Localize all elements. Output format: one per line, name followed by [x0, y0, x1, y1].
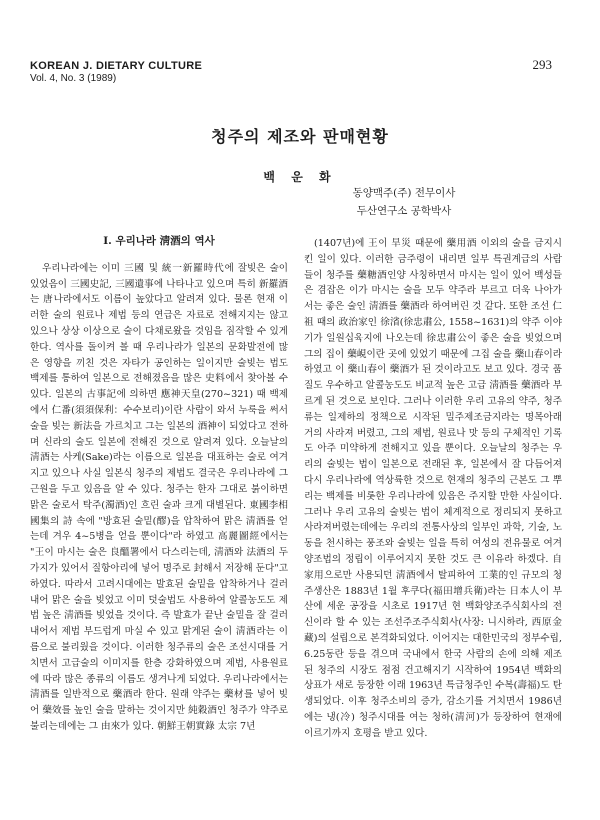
right-column [304, 236, 562, 742]
journal-header [30, 60, 202, 84]
affiliation-line: 두산연구소 공학박사 [356, 205, 452, 217]
journal-title: KOREAN J. DIETARY CULTURE [30, 60, 203, 72]
left-column [30, 234, 288, 735]
author-name: 백 운 화 [263, 170, 337, 184]
affiliation-line: 동양맥주(주) 전무이사 [352, 187, 456, 199]
body-paragraph: 우리나라에는 이미 三國 및 統一新羅時代에 잘빚은 술이 있었음이 三國史記, 三國遺事에 나타나고 있으며 특히 新羅酒는 唐나라에서도 이름이 높았다고 알려져 있다. 물론 현재 이러한 술의 원료나 제법 등의 연급은 자료로 전해지지는 않고 있으나 상상 이상으로 술이 다채로왔을 것임을 짐작할 수 있게 한다. 역사를 돌이켜 볼 때 우리나라가 일본의 문화발전에 많은 영향을 끼친 것은 자타가 공인하는 일이지만 술빚는 법도 백제를 통하여 일본으로 전해졌음을 많은 史料에서 찾아볼 수 있다. 일본의 古事記에 의하면 應神天皇(270~321) 때 백제에서 仁番(須須保利：수수보리)이란 사람이 와서 누룩을 써서 술을 빚는 新法을 가르치고 그는 일본의 酒神이 되었다고 전하며 신라의 술도 일본에 전해진 것으로 알려져 있다. 오늘날의 淸酒는 사케(Sake)라는 이름으로 일본을 대표하는 술로 여겨지고 있으나 사실 일본식 청주의 제법도 결국은 우리나라에 그 근원을 두고 있음을 알 수 있다. 청주는 한자 그대로 붉이하면 맑은 술로서 탁주(濁酒)인 흐린 술과 크게 대별된다. 東國李相國集의 詩 속에 "방효된 술밑(醪)을 압착하여 맑은 淸酒를 얻는데 겨우 4~5병을 얻을 뿐이다"라 하였고 高麗圖經에서는 "王이 마시는 술은 良醞署에서 다스리는데, 淸酒와 法酒의 두가지가 있어서 질항아리에 넣어 명주로 封해서 저장해 둔다"고 하였다. 따라서 고려시대에는 발효된 술밑을 압착하거나 걸러내어 맑은 술을 빚었고 이미 덧술법도 사용하여 알콜농도도 제법 높은 淸酒를 빚었을 것이다. 즉 발효가 끝난 술밑을 잘 걸러내어서 제법 부드럽게 마실 수 있고 맑게된 술이 淸酒라는 이름으로 불리웠을 것이다. 이러한 청주류의 술은 조선시대를 거치면서 고급술의 이미지를 한층 강화하였으며 제법, 사용원료에 따라 많은 종류의 이름도 생겨나게 되었다. 우리나라에서는 淸酒를 일반적으로 藥酒라 한다. 원래 약주는 藥材를 넣어 빚어 藥效를 높인 술을 말하는 것이지만 純穀酒인 청주가 약주로 불리는데에는 그 由來가 있다. 朝鮮王朝實錄 太宗 7년 [30, 262, 288, 732]
author-affiliations [304, 184, 504, 220]
page-number: 293 [532, 57, 552, 72]
article-title: 청주의 제조와 판매현황 [211, 127, 389, 146]
section-heading: Ⅰ. 우리나라 淸酒의 역사 [103, 235, 215, 247]
body-paragraph: (1407년)에 王이 旱災 때문에 藥用酒 이외의 술을 금지시킨 일이 있다. 이러한 금주령이 내리면 일부 특권계급의 사람들이 청주를 藥糖酒인양 사칭하면서 마시는 일이 있어 백성들은 겸잡은 이가 마시는 술을 모두 약주라 부르고 더욱 나아가서는 좋은 술인 淸酒를 藥酒라 하여버린 것 같다. 또한 조선 仁祖 때의 政治家인 徐渻(徐忠肅公, 1558~1631)의 약주 이야기가 일원십육지에 나오는데 徐忠肅公이 좋은 술을 빚었으며 그의 집이 藥峴이란 곳에 있었기 때문에 그집 술을 藥山春이라 하였고 이 藥山春이 藥酒가 된 것이라고도 보고 있다. 경국 품질도 우수하고 알콜농도도 비교적 높은 고급 淸酒를 藥酒라 부르게 된 것으로 보인다. 그러나 이러한 우리 고유의 약주, 청주류는 일제하의 정책으로 시작된 밀주제조금지라는 명목아래 거의 사라져 버렸고, 그의 제법, 원료나 맛 등의 구체적인 기록도 아주 미약하게 전해지고 있을 뿐이다. 오늘날의 청주는 우리의 술빚는 법이 일본으로 전래된 후, 일본에서 잘 다듬어져 다시 우리나라에 역상륙한 것으로 현재의 청주의 근본도 그 뿌리는 백제를 비롯한 우리나라에 있음은 주지할 만한 사실이다. 그러나 우리 고유의 술빚는 법이 체계적으로 정리되지 못하고 사라져버렸는데에는 우리의 전통사상의 일부인 과학, 기술, 노동을 천시하는 풍조와 술빚는 일을 특히 여성의 전유물로 여겨 양조법의 정립이 이루어지지 못한 것도 큰 이유라 하겠다. 自家用으로만 사용되던 淸酒에서 탈피하여 工業的인 규모의 청주생산은 1883년 1월 후쿠다(福田增兵衛)라는 日本人이 부산에 세운 공장을 시초로 1917년 현 백화양조주식회사의 전신이라 할 수 있는 조선주조주식회사(사장: 니시하라, 西原金藏)의 설립으로 본격화되었다. 이어지는 대한민국의 정부수립, 6.25동란 등을 겪으며 국내에서 한국 사람의 손에 의해 제조된 청주의 시장도 점점 건고해지기 시작하여 1954년 백화의 상표가 새로 등장한 이래 1963년 특급청주인 수복(壽福)도 탄생되었다. 이후 청주소비의 증가, 감소기를 거치면서 1986년에는 냉(冷) 청주시대를 여는 청하(淸河)가 등장하여 현재에 이르기까지 호평을 받고 있다. [304, 238, 562, 739]
journal-volume: Vol. 4, No. 3 (1989) [30, 73, 117, 84]
